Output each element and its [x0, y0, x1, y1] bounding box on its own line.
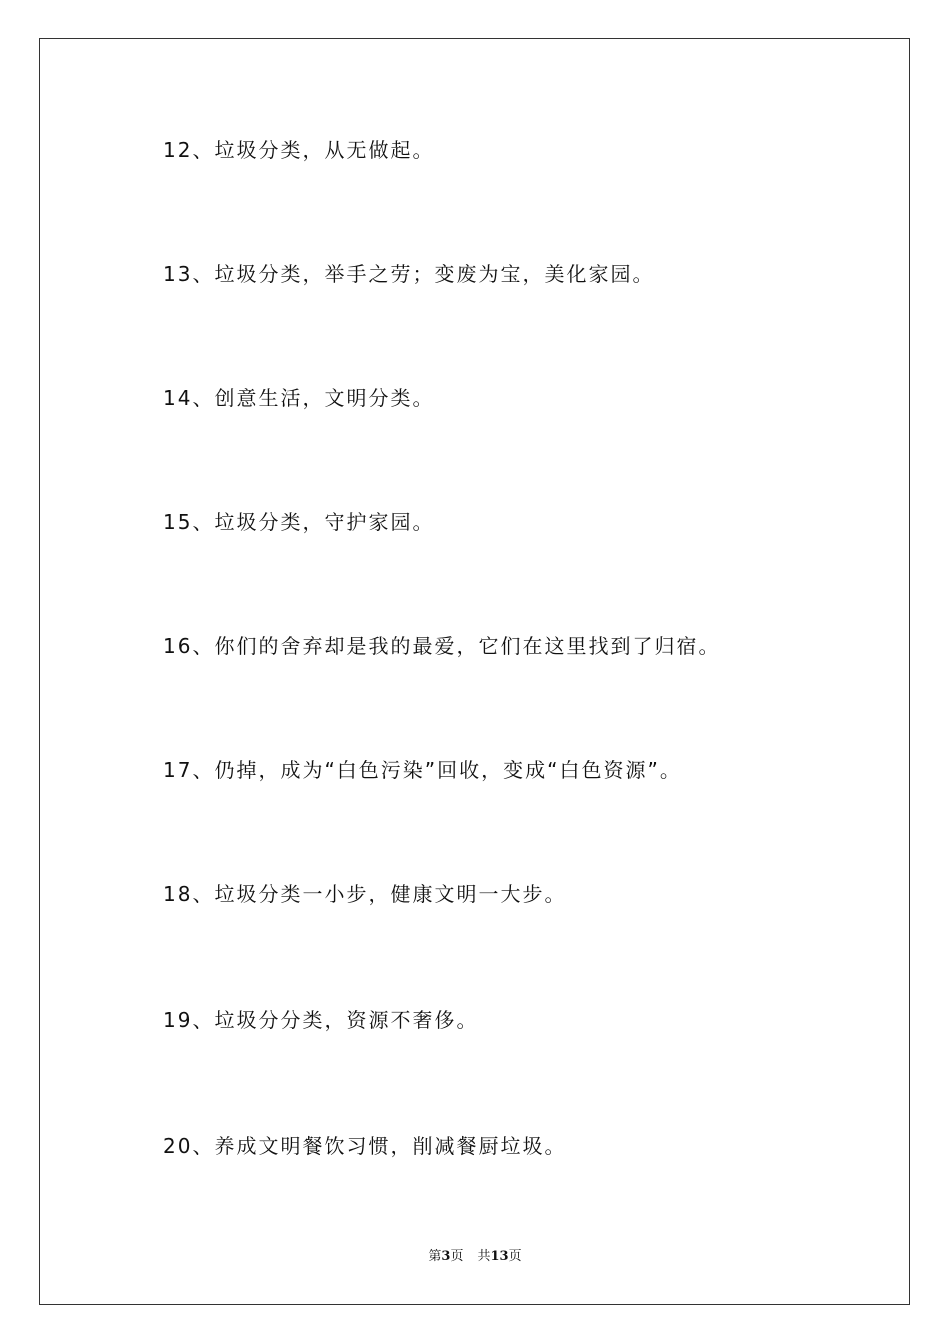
page-prefix: 第 — [428, 1249, 442, 1264]
slogan-line-17: 17、仍掉，成为“白色污染”回收，变成“白色资源”。 — [163, 758, 682, 782]
slogan-line-19: 19、垃圾分分类，资源不奢侈。 — [163, 1008, 479, 1032]
page-frame — [39, 38, 910, 1305]
slogan-line-12: 12、垃圾分类，从无做起。 — [163, 138, 435, 162]
slogan-line-14: 14、创意生活，文明分类。 — [163, 386, 435, 410]
total-suffix: 页 — [508, 1249, 522, 1264]
slogan-line-16: 16、你们的舍弃却是我的最爱，它们在这里找到了归宿。 — [163, 634, 721, 658]
slogan-line-18: 18、垃圾分类一小步，健康文明一大步。 — [163, 882, 567, 906]
slogan-line-15: 15、垃圾分类，守护家园。 — [163, 510, 435, 534]
slogan-line-20: 20、养成文明餐饮习惯，削减餐厨垃圾。 — [163, 1134, 567, 1158]
page-footer — [0, 1249, 950, 1265]
page-number: 3 — [441, 1249, 451, 1264]
total-prefix: 共 — [477, 1249, 491, 1264]
page-suffix: 页 — [450, 1249, 464, 1264]
slogan-line-13: 13、垃圾分类，举手之劳；变废为宝，美化家园。 — [163, 262, 655, 286]
total-pages: 13 — [490, 1249, 509, 1264]
